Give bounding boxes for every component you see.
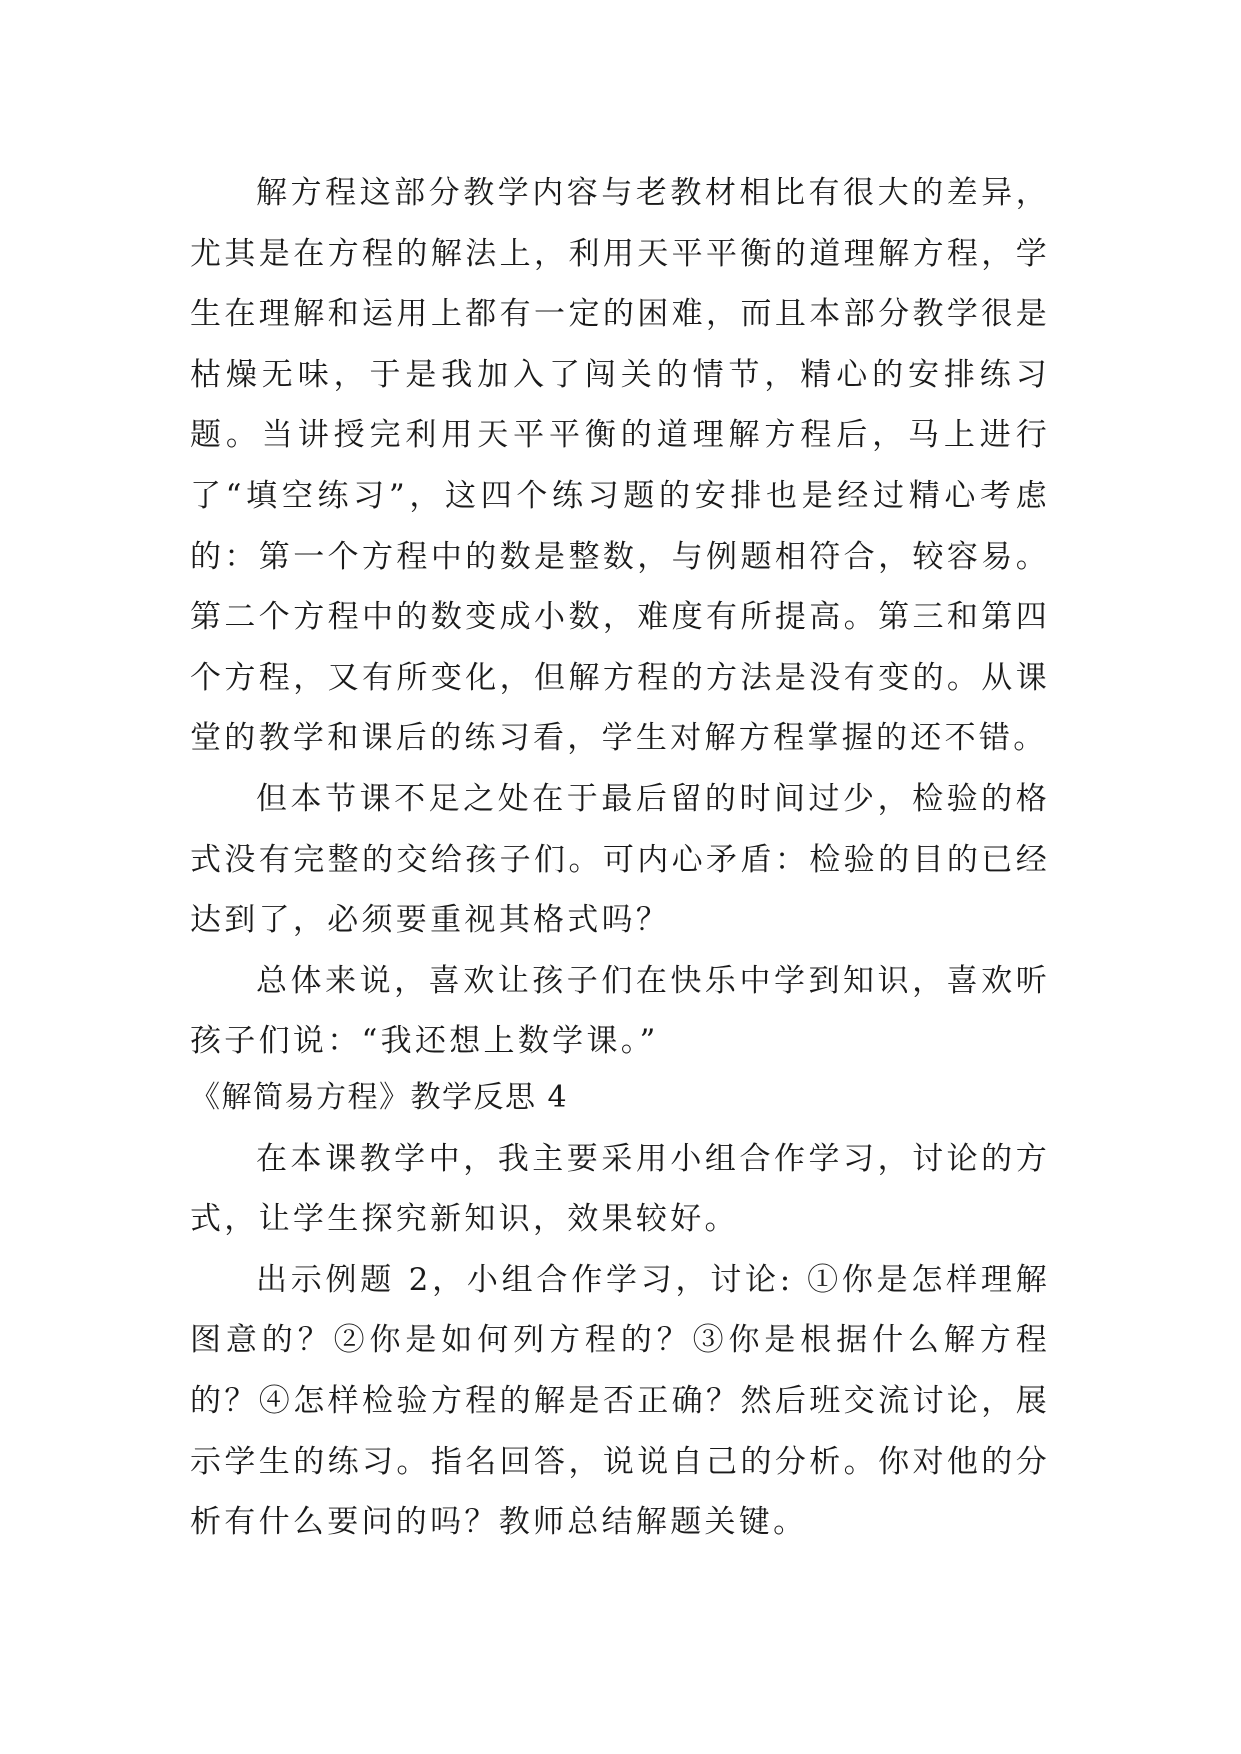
paragraph: 总体来说，喜欢让孩子们在快乐中学到知识，喜欢听孩子们说：“我还想上数学课。” xyxy=(190,962,1050,1060)
body-text-top xyxy=(190,163,1050,1072)
paragraph: 在本课教学中，我主要采用小组合作学习，讨论的方式，让学生探究新知识，效果较好。 xyxy=(190,1140,1050,1238)
paragraph: 但本节课不足之处在于最后留的时间过少，检验的格式没有完整的交给孩子们。可内心矛盾：检验的目的已经达到了，必须要重视其格式吗？ xyxy=(190,780,1050,939)
reflection-section xyxy=(190,1068,1050,1553)
paragraph: 解方程这部分教学内容与老教材相比有很大的差异，尤其是在方程的解法上，利用天平平衡的道理解方程，学生在理解和运用上都有一定的困难，而且本部分教学很是枯燥无味，于是我加入了闯关的情节，精心的安排练习题。当讲授完利用天平平衡的道理解方程后，马上进行了“填空练习”，这四个练习题的安排也是经过精心考虑的：第一个方程中的数是整数，与例题相符合，较容易。第二个方程中的数变成小数，难度有所提高。第三和第四个方程，又有所变化，但解方程的方法是没有变的。从课堂的教学和课后的练习看，学生对解方程掌握的还不错。 xyxy=(190,175,1050,757)
paragraph: 出示例题 2，小组合作学习，讨论: ①你是怎样理解图意的？②你是如何列方程的？③你是根据什么解方程的？④怎样检验方程的解是否正确？然后班交流讨论，展示学生的练习。指名回答，说说自己的分析。你对他的分析有什么要问的吗？教师总结解题关键。 xyxy=(190,1261,1050,1541)
section-title: 《解简易方程》教学反思 4 xyxy=(190,1080,569,1115)
